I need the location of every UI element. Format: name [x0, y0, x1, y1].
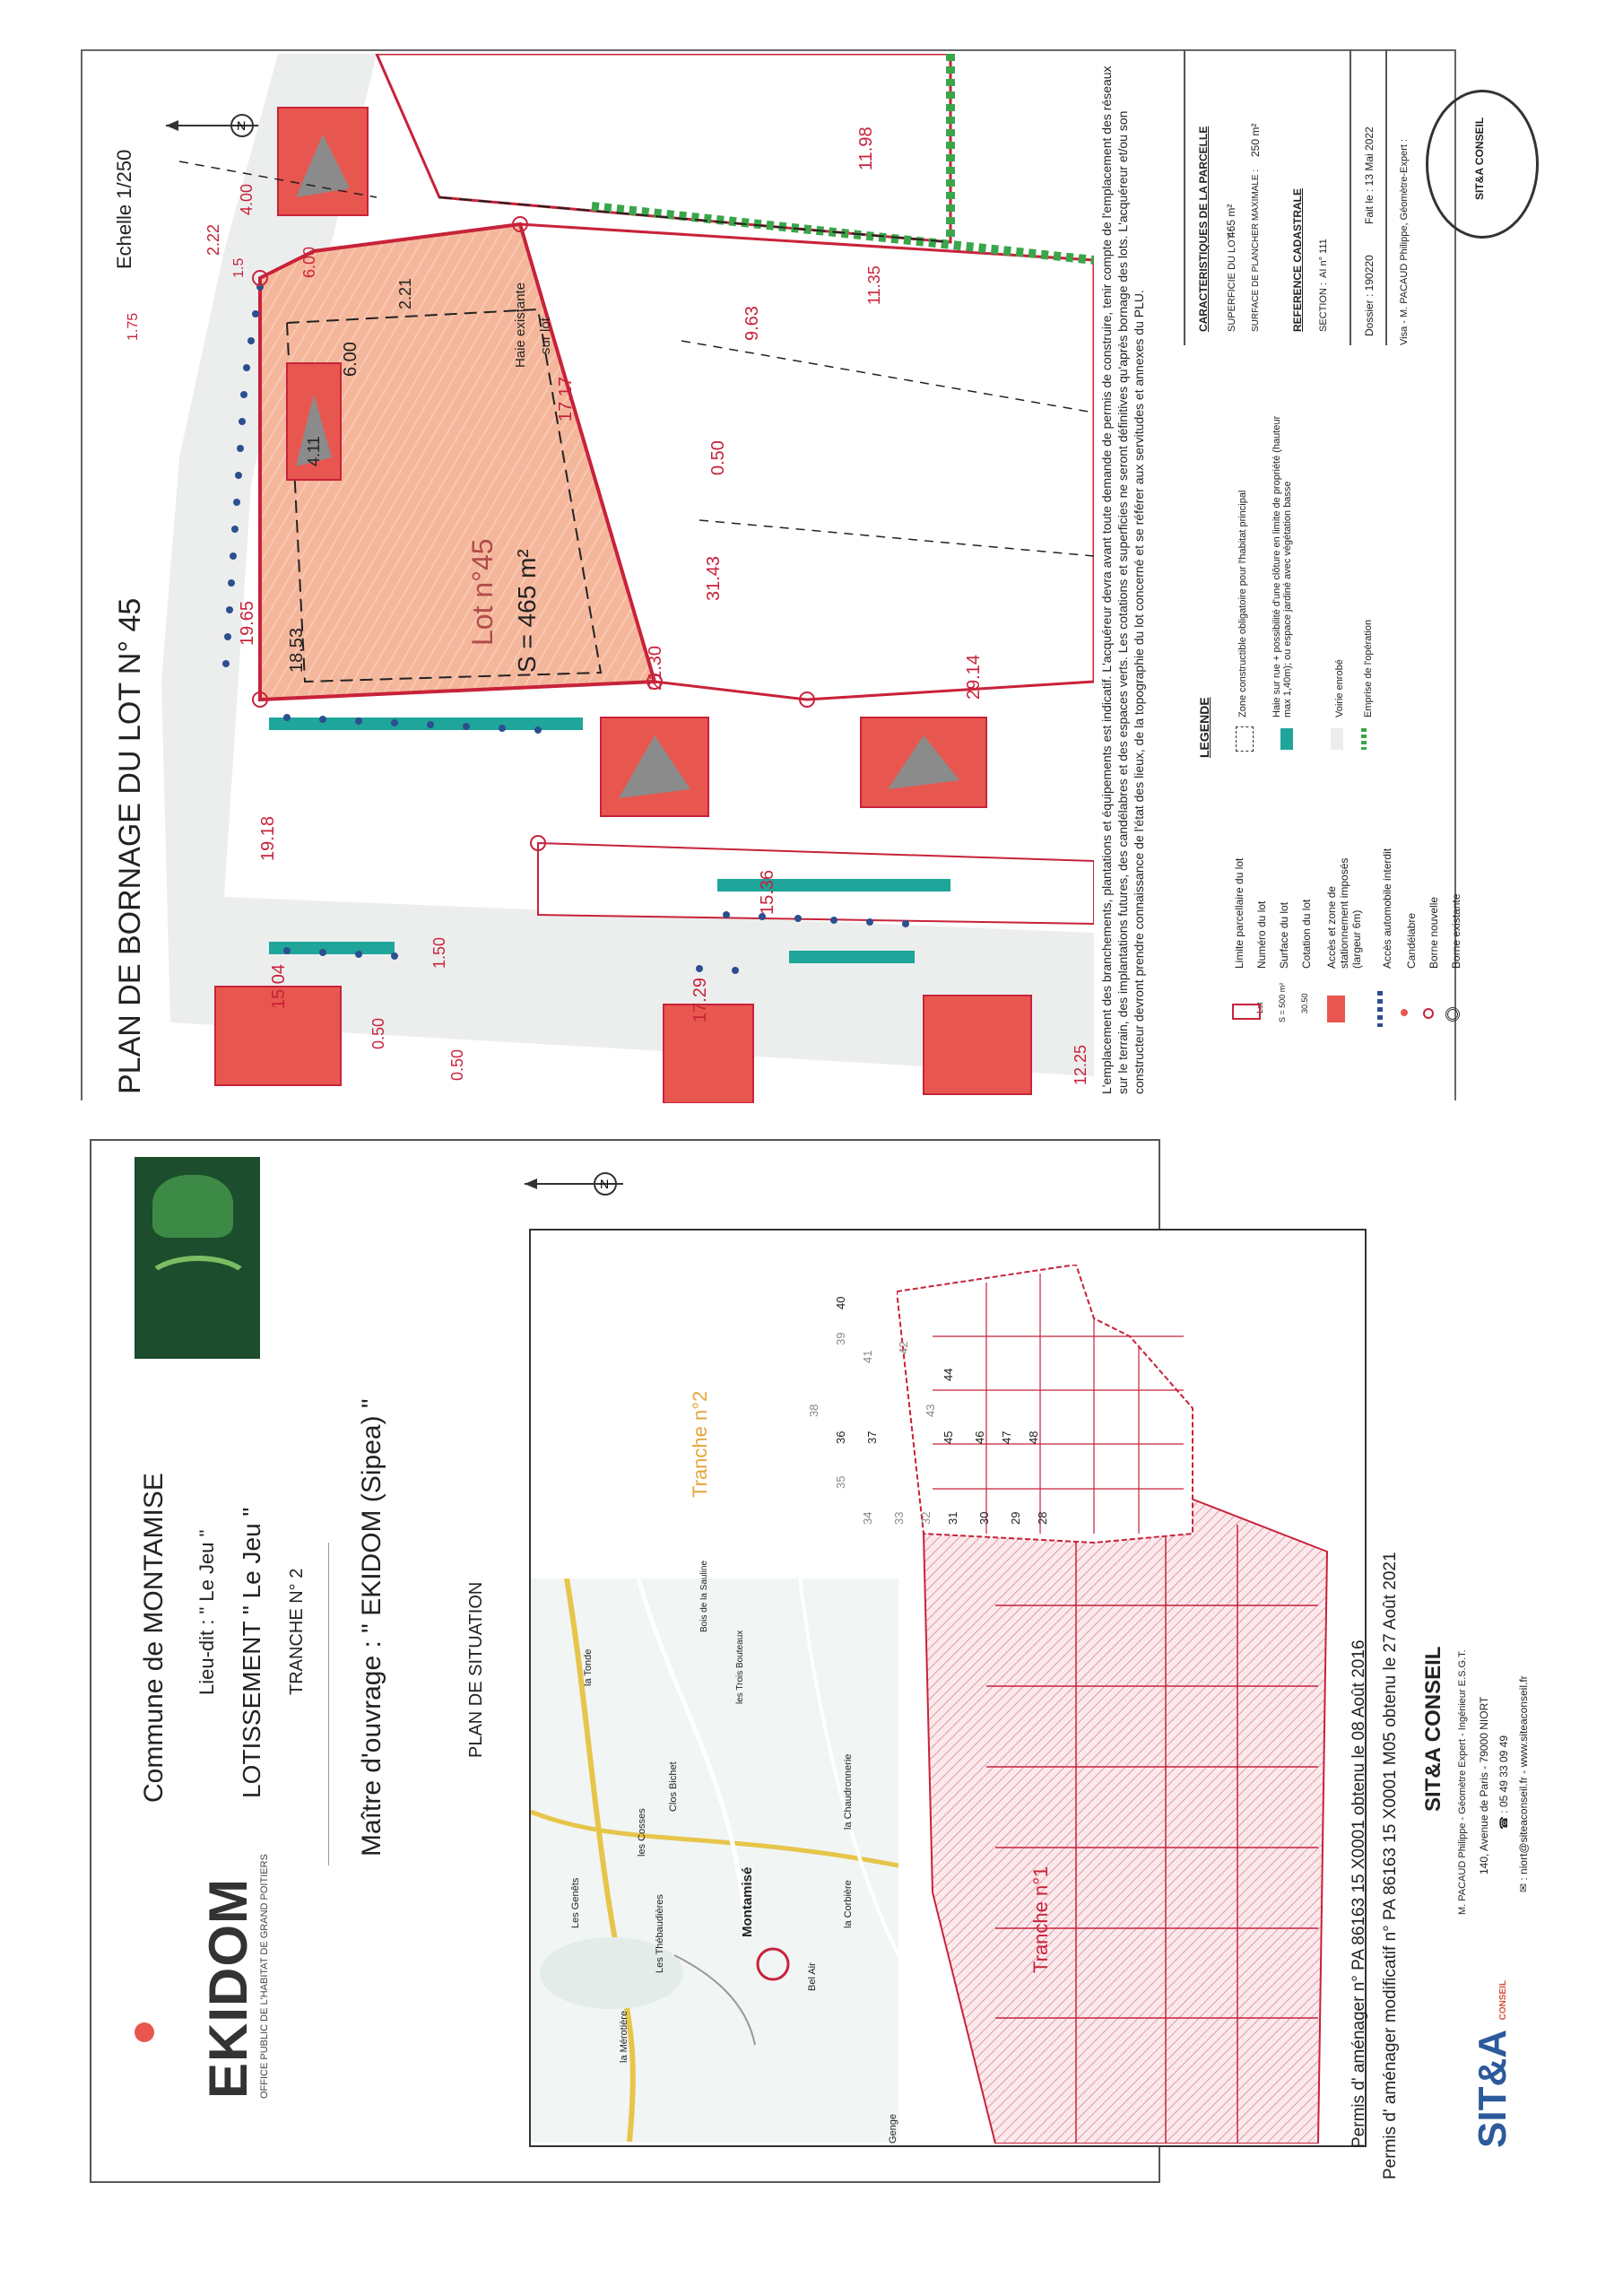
permis-line-2: Permis d' aménager modificatif n° PA 86163 15 X0001 M05 obtenu le 27 Août 2021 [1381, 1552, 1400, 2179]
legend-item: Numéro du lot [1255, 900, 1268, 969]
map-label-corbiere: la Corbière [843, 1880, 854, 1928]
legend-item: Accès automobile interdit [1381, 848, 1393, 969]
lot-number: 41 [861, 1350, 874, 1363]
dimension-label: 6.00 [341, 342, 360, 377]
lot-number: 48 [1027, 1431, 1040, 1444]
dimension-label: 29.14 [964, 654, 984, 700]
legend-title: LEGENDE [1197, 697, 1211, 758]
lot-number: 47 [1000, 1431, 1013, 1444]
legend-swatch-borne-existing [1445, 1007, 1460, 1022]
lieu-dit: Lieu-dit : " Le Jeu " [195, 1529, 218, 1695]
sita-logo-small: CONSEIL [1498, 1979, 1508, 2021]
scale-label: Echelle 1/250 [113, 149, 135, 269]
company-line-4: ✉ : niort@siteaconseil.fr - www.siteaconseil.fr [1517, 1675, 1530, 1892]
dimension-label: 11.98 [856, 126, 876, 170]
north-arrow-left-label: N [600, 1177, 610, 1191]
lot-number: 42 [897, 1341, 910, 1354]
lot-number: 43 [924, 1404, 937, 1417]
geometre-stamp [1426, 90, 1539, 239]
lot-number: 28 [1036, 1511, 1049, 1525]
dimension-label: 15.36 [758, 869, 777, 915]
dimension-label: 17.17 [556, 376, 576, 422]
dimension-label: 12.25 [1072, 1044, 1089, 1085]
dimension-label: 2.22 [204, 223, 222, 256]
dimension-label: 11.35 [865, 265, 883, 305]
dimension-label: 19.18 [258, 815, 278, 861]
montamise-logo-wave [143, 1256, 253, 1311]
lot-number: 46 [973, 1431, 986, 1444]
dimension-label: 0.50 [448, 1048, 466, 1081]
lot-number: 32 [919, 1511, 933, 1525]
dimension-label: 31.43 [704, 555, 724, 601]
dimension-label: 9.63 [742, 306, 762, 341]
legend-swatch-dots [1377, 991, 1383, 1027]
dimension-label: 0.50 [708, 440, 728, 475]
plancher-label: SURFACE DE PLANCHER MAXIMALE : [1251, 169, 1261, 332]
dimension-label: 2.21 [396, 277, 414, 309]
legend-swatch-borne-new [1423, 1008, 1434, 1019]
commune-title: Commune de MONTAMISE [139, 1473, 169, 1803]
legend-item: Haie sur rue + possibilité d'une clôture en limite de propriété (hauteur max 1,40m); ou espace jardiné avec végétation basse [1271, 415, 1293, 718]
lot-number: 35 [834, 1475, 847, 1489]
legend-swatch-haie [1280, 728, 1293, 750]
lot-number: 40 [834, 1296, 847, 1309]
dimension-label: 15.04 [269, 963, 289, 1009]
legend-item: Emprise de l'opération [1363, 619, 1374, 718]
lotissement-title: LOTISSEMENT " Le Jeu " [238, 1507, 265, 1798]
title-divider [328, 1543, 329, 1866]
map-town-label: Montamisé [740, 1866, 755, 1937]
north-arrow-left [525, 1161, 632, 1206]
map-label-merotiere: la Mérotière [619, 2010, 629, 2063]
lot-number: 34 [861, 1511, 874, 1525]
legend-swatches [1228, 978, 1282, 1040]
tranche-2-area [897, 1265, 1193, 1543]
legend-item: Limite parcellaire du lot [1233, 857, 1245, 969]
ref-title: REFERENCE CADASTRALE [1291, 187, 1304, 332]
legend-swatch-candelabre [1401, 1009, 1408, 1016]
map-label-belair: Bel Air [807, 1962, 818, 1991]
visa-label: Visa - M. PACAUD Philippe, Géomètre-Expert : [1399, 138, 1410, 345]
lot-number: 44 [942, 1368, 955, 1381]
ekidom-logo [197, 1854, 270, 2099]
section-label: SECTION : [1318, 282, 1329, 332]
permis-line-1: Permis d' aménager n° PA 86163 15 X0001 obtenu le 08 Août 2016 [1350, 1639, 1368, 2148]
plancher-value: 250 m² [1249, 123, 1262, 157]
bornage-plan [143, 54, 1094, 1103]
caract-title: CARACTERISTIQUES DE LA PARCELLE [1197, 126, 1210, 332]
dimension-label: 17.29 [690, 977, 710, 1022]
montamise-logo [135, 1157, 260, 1359]
lot-number: 36 [834, 1431, 847, 1444]
dimension-label: 1.75 [126, 312, 141, 341]
dimension-label: 1.5 [231, 257, 247, 278]
map-label-genets: Les Genêts [570, 1877, 581, 1928]
legend-code: S = 500 m² [1278, 982, 1287, 1022]
note-paragraph: L'emplacement des branchements, plantations et équipements est indicatif. L'acquéreur devra avant toute demande de permis de construire, tenir compte de l'emplacement des réseaux sur le terrain, des implantations futures, des candélabres et des espaces verts. Les cotations et superficies ne seront définitives qu'après bornage des lots. L'acquéreur et/ou son constructeur devront prendre connaissance de l'état des lieux, de la topographie du lot concerné et se référer aux servitudes et annexes du PLU. [1099, 65, 1146, 1094]
legend-code: 30.50 [1300, 993, 1309, 1013]
plan-situation-label: PLAN DE SITUATION [466, 1581, 486, 1758]
dimension-label: 4.00 [238, 183, 256, 215]
lot-number: 33 [892, 1511, 906, 1525]
map-label-genge: Genge [888, 2113, 898, 2144]
ekidom-logo-text: EKIDOM [198, 1878, 258, 2099]
lot-number: 37 [865, 1431, 879, 1444]
fait-le-label: Fait le : 13 Mai 2022 [1363, 126, 1376, 224]
haie-label-1: Haie existante [513, 282, 528, 368]
company-line-1: M. PACAUD Philippe - Géomètre Expert - Ingénieur E.S.G.T. [1457, 1649, 1468, 1915]
lot-label: Lot n°45 [466, 538, 499, 646]
map-label-cosses: les Cosses [637, 1808, 647, 1857]
lot-area: S = 465 m² [513, 549, 541, 673]
company-name: SIT&A CONSEIL [1421, 1646, 1445, 1812]
legend-item: Borne nouvelle [1428, 896, 1440, 969]
lot-number: 38 [807, 1404, 820, 1417]
geometre-stamp-text: SIT&A CONSEIL [1473, 117, 1486, 200]
tranche-2-label: Tranche n°2 [689, 1390, 711, 1498]
lot-number: 29 [1009, 1511, 1022, 1525]
map-label-sauline: Bois de la Sauline [699, 1560, 709, 1632]
lot-number: 45 [942, 1431, 955, 1444]
legend-item: Cotation du lot [1300, 899, 1313, 969]
map-label-thebaudieres: Les Thébaudières [655, 1894, 665, 1973]
dimension-label: 21.30 [646, 645, 665, 691]
sita-logo-text: SIT&A [1471, 2031, 1515, 2148]
caracteristiques-divider [1184, 49, 1185, 345]
legend-swatch-constructible [1236, 726, 1254, 752]
tranche-1-area [924, 1489, 1327, 2144]
dimension-label: 19.65 [238, 600, 257, 646]
dossier-label: Dossier : 190220 [1363, 255, 1376, 336]
ekidom-logo-subtitle: OFFICE PUBLIC DE L'HABITAT DE GRAND POITIERS [259, 1854, 270, 2099]
legend-item: Surface du lot [1278, 901, 1290, 969]
company-line-2: 140, Avenue de Paris - 79000 NIORT [1478, 1696, 1490, 1874]
dimension-label: 1.50 [430, 936, 448, 969]
company-line-3: ☎ : 05 49 33 09 49 [1497, 1735, 1510, 1830]
sita-logo [1471, 1980, 1515, 2148]
ekidom-logo-mark [135, 2022, 154, 2042]
legend-item: Zone constructible obligatoire pour l'habitat principal [1237, 490, 1248, 718]
tranche-plan [897, 1265, 1345, 2144]
legend-swatch-emprise [1361, 728, 1367, 750]
north-arrow-right-label: N [237, 118, 247, 133]
visa-divider [1385, 49, 1387, 345]
dimension-label: 4.11 [305, 436, 323, 466]
legend-swatch-house [1327, 996, 1345, 1022]
bornage-title: PLAN DE BORNAGE DU LOT N° 45 [113, 597, 147, 1094]
legend-swatch-voirie [1331, 728, 1343, 750]
superficie-value: 465 m² [1225, 204, 1237, 238]
lot-number: 30 [977, 1511, 991, 1525]
lot-number: 39 [834, 1332, 847, 1345]
tranche-label: TRANCHE N° 2 [287, 1568, 307, 1695]
lot-number: 31 [946, 1511, 959, 1525]
map-label-tonde: la Tonde [583, 1648, 594, 1686]
map-label-clos-bichet: Clos Bichet [668, 1761, 679, 1812]
dimension-label: 0.50 [369, 1017, 387, 1049]
legend-item: Accès et zone de stationnement imposés (largeur 6m) [1325, 857, 1363, 969]
dimension-label: 18.53 [287, 627, 307, 673]
map-label-chaudronnerie: la Chaudronnerie [843, 1753, 854, 1830]
tranche-1-label: Tranche n°1 [1029, 1866, 1052, 1973]
dossier-divider [1350, 49, 1351, 345]
section-value: AI n° 111 [1318, 239, 1329, 278]
legend-code: Lot [1255, 1002, 1264, 1013]
haie-label-2: sur lot [538, 317, 553, 354]
legend-item: Candélabre [1405, 912, 1418, 969]
dimension-label: 6.00 [300, 246, 318, 278]
maitre-ouvrage: Maître d'ouvrage : " EKIDOM (Sipea) " [357, 1398, 386, 1857]
legend-item: Borne existante [1450, 893, 1462, 969]
legend-item: Voirie enrobé [1334, 659, 1345, 718]
montamise-logo-tree [152, 1175, 233, 1238]
superficie-label: SUPERFICIE DU LOT : [1227, 228, 1237, 332]
map-label-bouteaux: les Trois Bouteaux [735, 1630, 745, 1704]
